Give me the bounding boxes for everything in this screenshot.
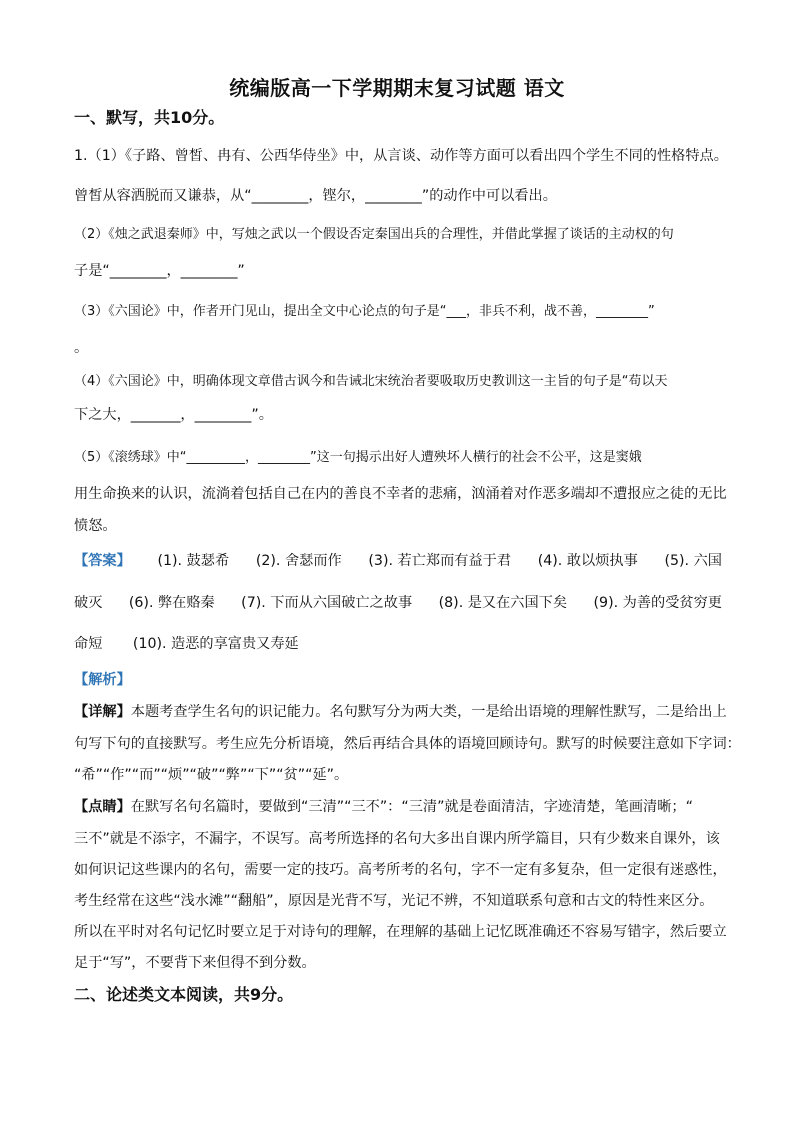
- analysis-detail-line: [74, 702, 727, 722]
- question-3-text-cont: 。: [74, 340, 89, 356]
- question-3-text: （3）《六国论》中，作者开门见山，提出全文中心论点的句子是“___，非兵不利，战不善，________”: [74, 304, 655, 319]
- tips-text: 在默写名句名篇时，要做到“三清”“三不”：“三清”就是卷面清洁，字迹清楚，笔画清晰；“: [130, 799, 693, 815]
- answer-row-2: [74, 593, 722, 613]
- analysis-tips-line: [74, 797, 693, 817]
- section-heading-1: 一、默写，共10分。: [74, 108, 225, 127]
- question-5-text-end: 愤怒。: [74, 518, 117, 534]
- question-4-text-cont: 下之大，_______，________”。: [74, 407, 273, 423]
- analysis-detail-line: 句写下句的直接默写。考生应先分析语境，然后再结合具体的语境回顾诗句。默写的时候要注意如下字词：: [74, 736, 741, 752]
- answer-item: (4). 敢以烦执事: [537, 553, 638, 569]
- answer-item: (5). 六国: [664, 553, 722, 569]
- question-1-text: 1.（1）《子路、曾皙、冉有、公西华侍坐》中，从言谈、动作等方面可以看出四个学生不同的性格特点。: [74, 148, 728, 164]
- answer-label: 【答案】: [74, 553, 131, 569]
- section-heading-2: 二、论述类文本阅读，共9分。: [74, 985, 294, 1004]
- analysis-tips-line: 如何识记这些课内的名句，需要一定的技巧。高考所考的名句，字不一定有多复杂，但一定很有迷惑性，: [74, 862, 727, 878]
- answer-row-1: [74, 551, 722, 571]
- question-2-text-cont: 子是“________，________”: [74, 263, 245, 279]
- page-title: 统编版高一下学期期末复习试题 语文: [229, 76, 565, 100]
- answer-item: (8). 是又在六国下矣: [438, 595, 568, 611]
- detail-label: 【详解】: [74, 704, 131, 720]
- answer-item: 破灭: [74, 595, 103, 611]
- detail-text: 本题考查学生名句的识记能力。名句默写分为两大类，一是给出语境的理解性默写，二是给出上: [130, 704, 727, 720]
- answer-row-3: [74, 634, 299, 654]
- question-2-text: （2）《烛之武退秦师》中，写烛之武以一个假设否定秦国出兵的合理性，并借此掌握了谈话的主动权的句: [74, 227, 674, 242]
- answer-item: (2). 舍瑟而作: [255, 553, 342, 569]
- analysis-tips-line: 足于“写”，不要背下来但得不到分数。: [74, 955, 316, 971]
- answer-item: (3). 若亡郑而有益于君: [368, 553, 512, 569]
- question-5-text-cont: 用生命换来的认识，流淌着包括自己在内的善良不幸者的悲痛，汹涌着对作恶多端却不遭报应之徒的无比: [74, 486, 727, 502]
- question-1-text-cont: 曾皙从容洒脱而又谦恭，从“________，铿尔，________”的动作中可以看出。: [74, 188, 557, 204]
- analysis-tips-line: 所以在平时对名句记忆时要立足于对诗句的理解，在理解的基础上记忆既准确还不容易写错字，然后要立: [74, 924, 727, 940]
- answer-item: (1). 鼓瑟希: [157, 553, 230, 569]
- question-5-text: （5）《滚绣球》中“_________，________”这一句揭示出好人遭殃坏人横行的社会不公平，这是窦娥: [74, 450, 642, 465]
- analysis-detail-line: “希”“作”“而”“烦”“破”“弊”“下”“贫”“延”。: [74, 767, 349, 783]
- answer-item: (7). 下而从六国破亡之故事: [241, 595, 413, 611]
- answer-item: (9). 为善的受贫穷更: [593, 595, 722, 611]
- question-4-text: （4）《六国论》中，明确体现文章借古讽今和告诫北宋统治者要吸取历史教训这一主旨的句子是“苟以天: [74, 374, 668, 389]
- analysis-tips-line: 考生经常在这些“浅水滩”“翻船”，原因是光背不写，光记不辨，不知道联系句意和古文的特性来区分。: [74, 893, 714, 909]
- answer-item: 命短: [74, 636, 103, 652]
- analysis-tips-line: 三不”就是不添字，不漏字，不误写。高考所选择的名句大多出自课内所学篇目，只有少数来自课外，该: [74, 831, 720, 847]
- answer-item: (6). 弊在赂秦: [128, 595, 215, 611]
- analysis-label: 【解析】: [74, 672, 131, 688]
- answer-item: (10). 造恶的享富贵又寿延: [132, 636, 299, 652]
- tips-label: 【点睛】: [74, 799, 131, 815]
